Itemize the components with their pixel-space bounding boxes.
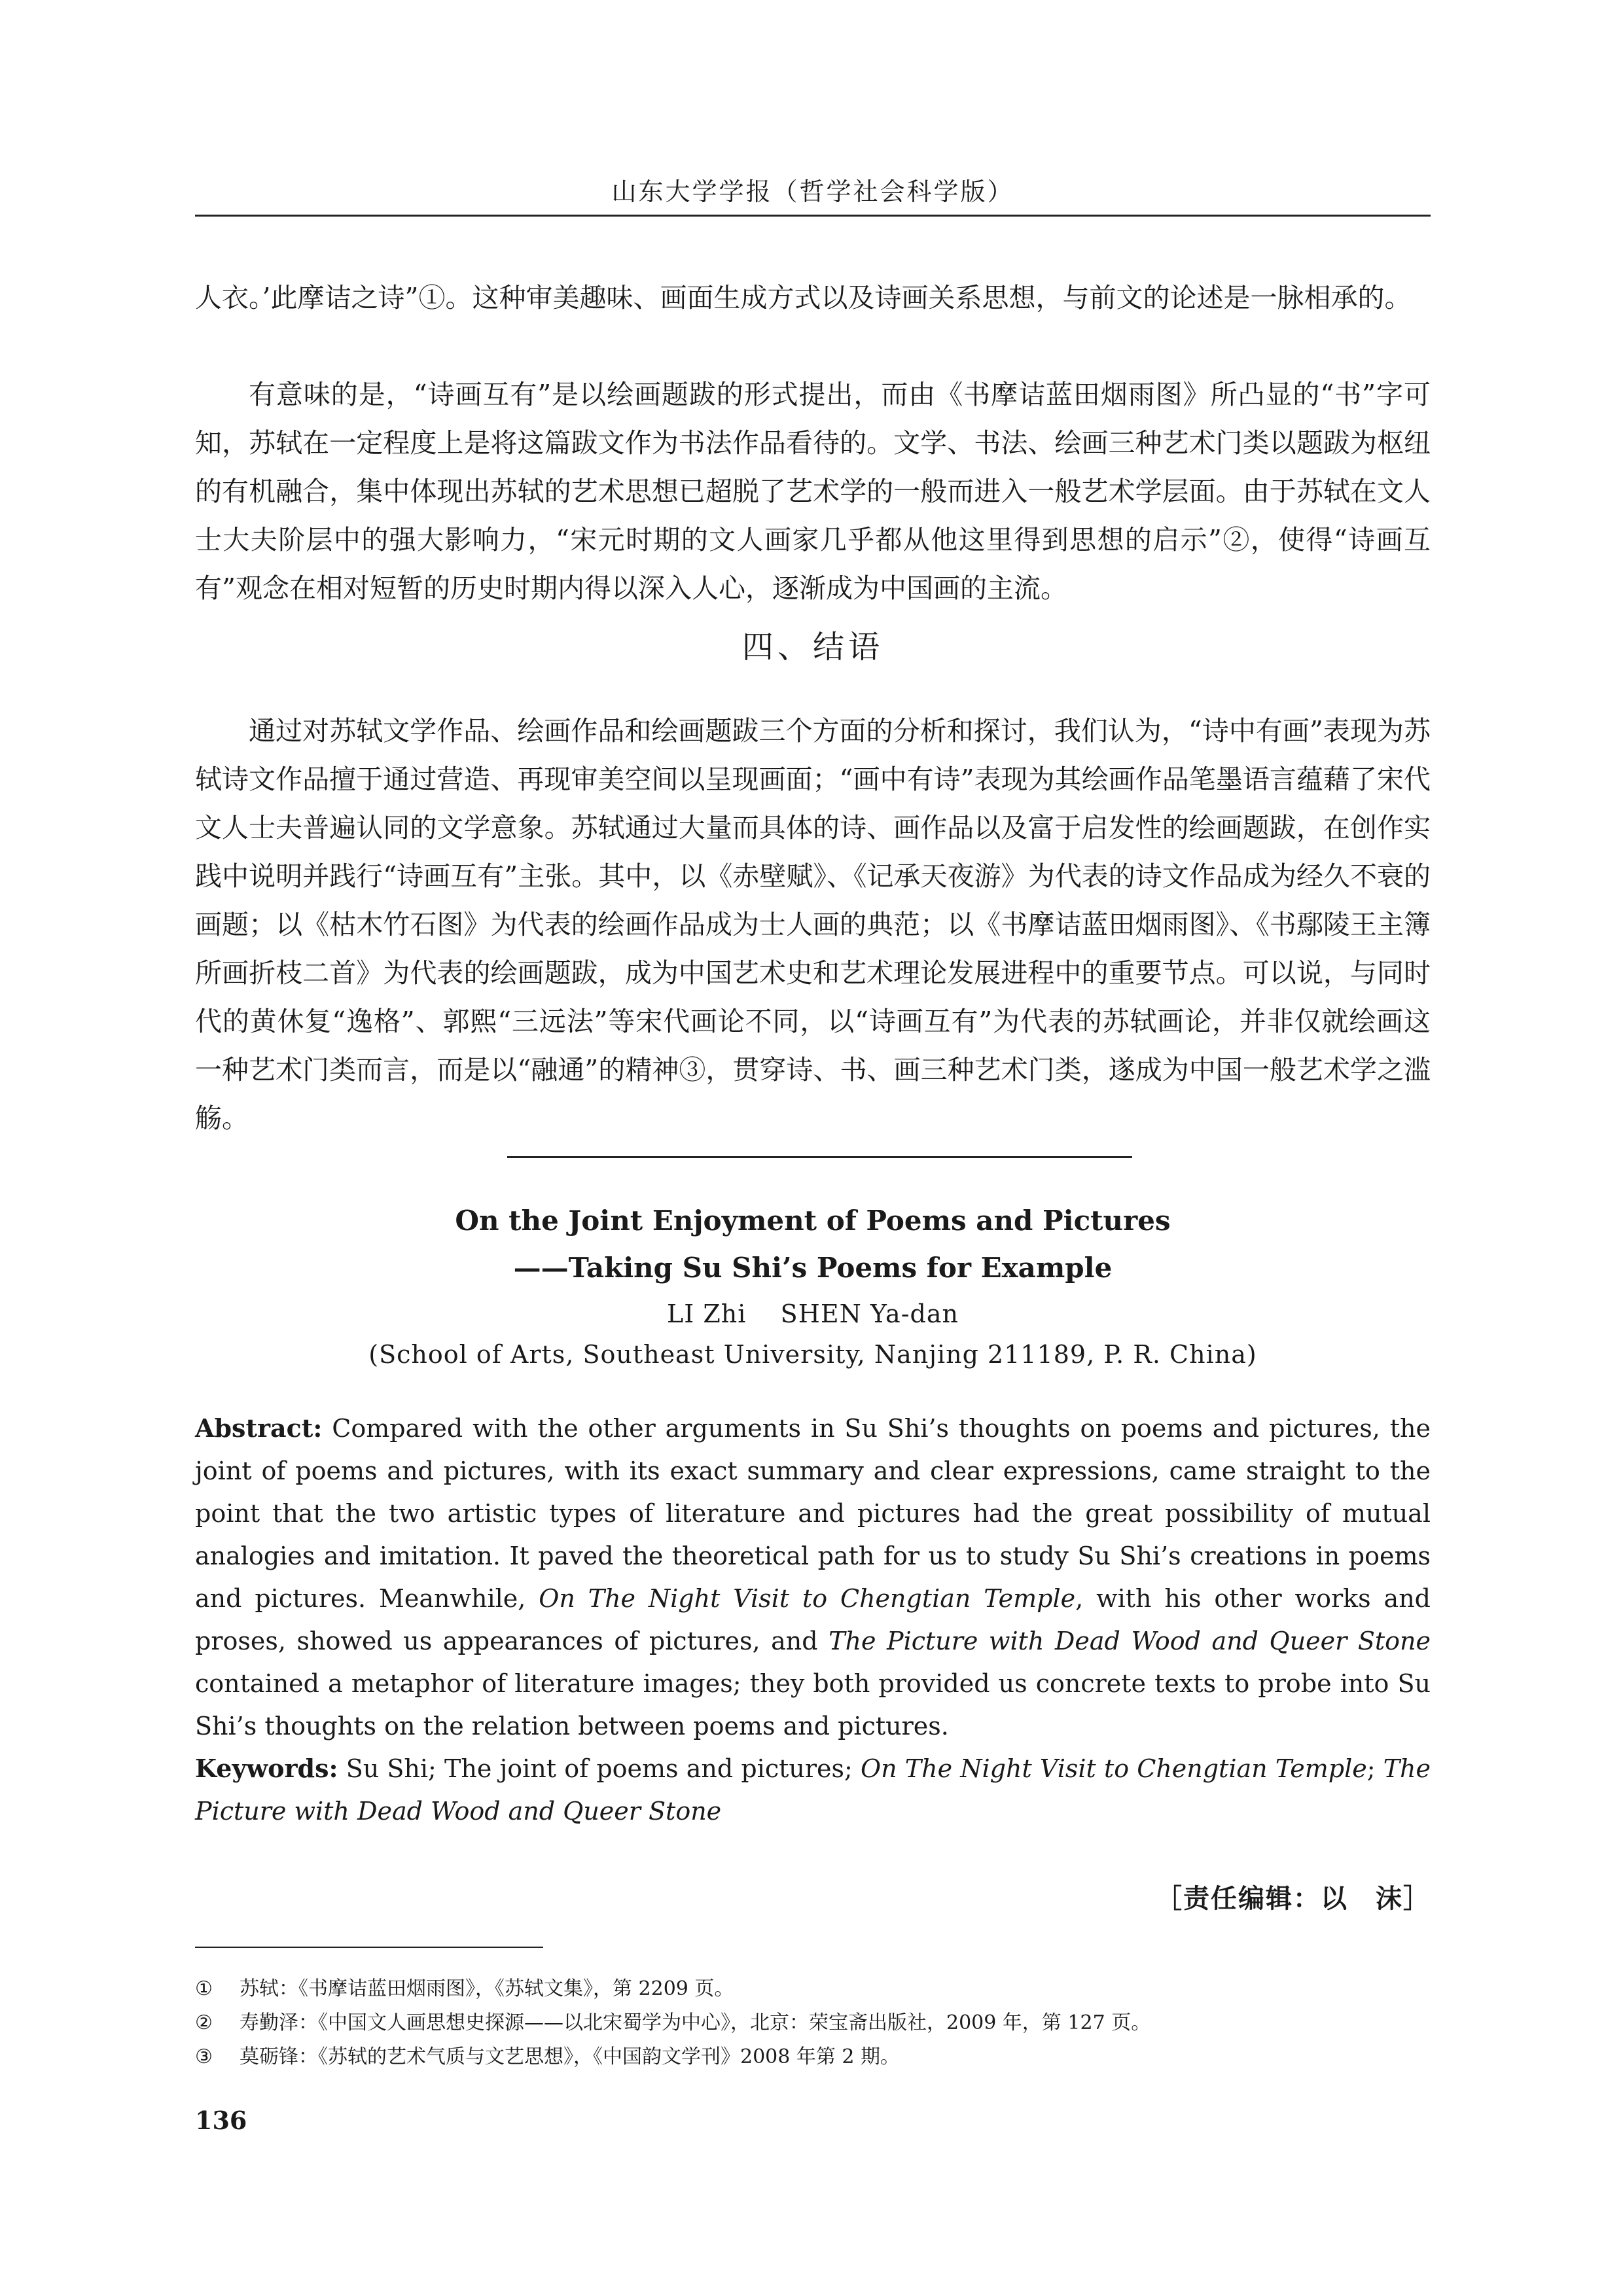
header-rule bbox=[195, 215, 1431, 217]
abstract-text-1: Compared with the other arguments in Su Shi’s thoughts on poems and pictures, the joint of poems and pictures, with its exact summary and clear expressions, came straight to the point that the two artistic types of literature and pictures had the great possibility of mutual analogies and imitation. It paved the theoretical path for us to study Su Shi’s creations in poems and pictures. Meanwhile, bbox=[195, 1414, 1431, 1613]
footnote-1 bbox=[195, 1973, 1431, 2005]
keywords-label: Keywords: bbox=[195, 1754, 338, 1783]
keywords bbox=[195, 1747, 1431, 1833]
body-paragraph-1: 人衣。’此摩诘之诗”①。这种审美趣味、画面生成方式以及诗画关系思想，与前文的论述是一脉相承的。 bbox=[195, 282, 1412, 313]
english-subtitle: ——Taking Su Shi’s Poems for Example bbox=[513, 1252, 1113, 1284]
body-paragraph-2: 有意味的是，“诗画互有”是以绘画题跋的形式提出，而由《书摩诘蓝田烟雨图》所凸显的“书”字可知，苏轼在一定程度上是将这篇跋文作为书法作品看待的。文学、书法、绘画三种艺术门类以题跋为枢纽的有机融合，集中体现出苏轼的艺术思想已超脱了艺术学的一般而进入一般艺术学层面。由于苏轼在文人士大夫阶层中的强大影响力，“宋元时期的文人画家几乎都从他这里得到思想的启示”②，使得“诗画互有”观念在相对短暂的历史时期内得以深入人心，逐渐成为中国画的主流。 bbox=[195, 379, 1431, 604]
keywords-separator: ; bbox=[1366, 1754, 1383, 1783]
section-heading: 四、结语 bbox=[741, 629, 883, 665]
abstract bbox=[195, 1407, 1431, 1748]
footnote-text: 苏轼：《书摩诘蓝田烟雨图》，《苏轼文集》，第 2209 页。 bbox=[240, 1977, 734, 2000]
footnote-2 bbox=[195, 2007, 1431, 2040]
keywords-italic-1: On The Night Visit to Chengtian Temple bbox=[861, 1754, 1367, 1783]
abstract-italic-title-1: On The Night Visit to Chengtian Temple bbox=[539, 1584, 1076, 1613]
footnote-3 bbox=[195, 2041, 1431, 2074]
section-separator bbox=[507, 1156, 1132, 1158]
english-authors: LI Zhi SHEN Ya-dan bbox=[667, 1299, 959, 1328]
keywords-italic-2: The Picture with Dead Wood and Queer Stone bbox=[195, 1754, 1431, 1826]
footnote-mark: ③ bbox=[195, 2045, 213, 2068]
english-title-block bbox=[195, 1197, 1431, 1292]
abstract-text-2: , with his other works and proses, showed us appearances of pictures, and bbox=[195, 1584, 1431, 1655]
running-header: 山东大学学报（哲学社会科学版） bbox=[611, 177, 1014, 206]
footnote-rule bbox=[195, 1947, 543, 1948]
abstract-label: Abstract: bbox=[195, 1413, 323, 1443]
abstract-italic-title-2: The Picture with Dead Wood and Queer Stone bbox=[829, 1627, 1431, 1655]
keywords-text: Su Shi; The joint of poems and pictures; bbox=[338, 1754, 861, 1783]
footnote-mark: ② bbox=[195, 2011, 213, 2034]
footnote-text: 莫砺锋：《苏轼的艺术气质与文艺思想》，《中国韵文学刊》2008 年第 2 期。 bbox=[240, 2045, 901, 2068]
footnote-mark: ① bbox=[195, 1977, 213, 2000]
footnote-text: 寿勤泽：《中国文人画思想史探源——以北宋蜀学为中心》，北京：荣宝斋出版社，2009 年，第 127 页。 bbox=[240, 2011, 1151, 2034]
english-title: On the Joint Enjoyment of Poems and Pictures bbox=[455, 1205, 1171, 1237]
abstract-text-3: contained a metaphor of literature images; they both provided us concrete texts to probe into Su Shi’s thoughts on the relation between poems and pictures. bbox=[195, 1669, 1431, 1740]
page-number: 136 bbox=[195, 2106, 247, 2135]
editor-note: ［责任编辑：以 沫］ bbox=[1156, 1883, 1431, 1914]
body-paragraph-3: 通过对苏轼文学作品、绘画作品和绘画题跋三个方面的分析和探讨，我们认为，“诗中有画”表现为苏轼诗文作品擅于通过营造、再现审美空间以呈现画面；“画中有诗”表现为其绘画作品笔墨语言蕴藉了宋代文人士夫普遍认同的文学意象。苏轼通过大量而具体的诗、画作品以及富于启发性的绘画题跋，在创作实践中说明并践行“诗画互有”主张。其中，以《赤壁赋》、《记承天夜游》为代表的诗文作品成为经久不衰的画题；以《枯木竹石图》为代表的绘画作品成为士人画的典范；以《书摩诘蓝田烟雨图》、《书鄢陵王主簿所画折枝二首》为代表的绘画题跋，成为中国艺术史和艺术理论发展进程中的重要节点。可以说，与同时代的黄休复“逸格”、郭熙“三远法”等宋代画论不同，以“诗画互有”为代表的苏轼画论，并非仅就绘画这一种艺术门类而言，而是以“融通”的精神③，贯穿诗、书、画三种艺术门类，遂成为中国一般艺术学之滥觞。 bbox=[195, 715, 1431, 1134]
english-affiliation: (School of Arts, Southeast University, Nanjing 211189, P. R. China) bbox=[368, 1340, 1257, 1369]
